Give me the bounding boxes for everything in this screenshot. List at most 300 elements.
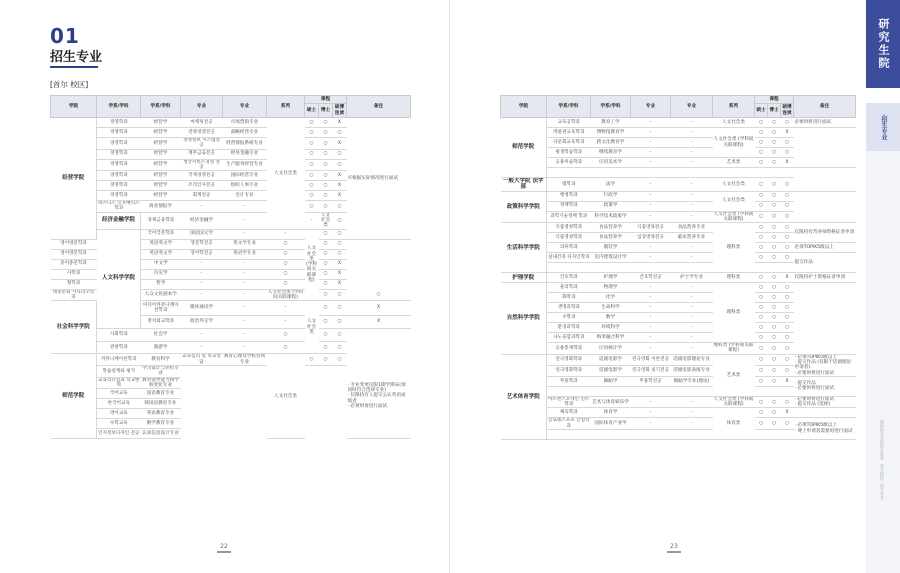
major-kr-cell: 영문학전공 [181,239,223,249]
table-row [51,341,411,354]
dept-cn-cell: 国语国文学 [181,229,223,239]
dept-kr-cell: 경영학과 [97,171,141,181]
table-row [501,418,856,430]
integrated-mark: ○ [781,233,794,243]
col-doctor: 博士 [319,104,333,118]
majors-table-left [50,95,411,439]
doctor-mark: ○ [768,138,781,148]
dept-cn-cell: 食品营养学 [591,223,631,233]
dept-cn-cell: 服装学 [591,243,631,253]
master-mark: ○ [755,376,768,386]
col-series: 系列 [267,96,305,118]
doctor-mark: ○ [319,181,333,191]
series-cell: 理科类 [713,283,755,343]
doctor-mark: ○ [319,159,333,171]
doctor-mark: ○ [333,301,347,316]
side-tab-main[interactable]: 研究生院 [866,0,900,88]
integrated-mark: ○ [781,283,794,293]
dept-cn-cell: 经营学 [141,191,181,201]
major-kr-cell: 전략경영전공 [181,128,223,138]
doctor-mark: ○ [319,259,333,269]
page-number-bar [217,551,231,553]
doctor-mark: ○ [768,365,781,376]
integrated-mark: ○ [781,343,794,355]
dept-cn-cell: 物理学 [591,283,631,293]
master-mark: ○ [755,408,768,418]
dept-kr-cell [547,430,591,440]
major-kr-cell: - [631,148,671,158]
dept-cn-cell: 经济金融学 [181,212,223,229]
dept-cn-cell: 政策学 [591,201,631,211]
major-cn-cell: 食品营养专业 [671,223,713,233]
series-cell: 人文社会类 [713,118,755,128]
integrated-mark [781,430,794,440]
dept-kr-cell: 대중문화 시나리오학과 [51,289,97,301]
master-mark: ○ [755,343,768,355]
doctor-mark: ○ [768,313,781,323]
integrated-mark: X [781,128,794,138]
major-kr-cell: 재무금융전공 [181,149,223,159]
integrated-mark: ○ [333,159,347,171]
major-cn-cell: 韩国语教育专业 [141,399,181,409]
note-cell: · 提交作品 · 必要时将进行面试 [794,376,856,396]
dept-cn-cell: 经营学 [141,159,181,171]
major-kr-cell: - [181,201,223,213]
dept-kr-cell: 사학과 [51,269,97,279]
master-mark [755,263,768,273]
campus-label: [首尔 校区] [50,80,89,89]
major-cn-cell: - [671,158,713,168]
dept-cn-cell [591,430,631,440]
integrated-mark: X [333,171,347,181]
integrated-mark: ○ [333,328,347,341]
major-cn-cell: 英文学专业 [223,239,267,249]
doctor-mark: ○ [333,289,347,301]
major-cn-cell: - [671,243,713,253]
major-cn-cell: - [671,418,713,430]
master-mark: ○ [319,315,333,328]
major-cn-cell: - [671,323,713,333]
dept-cn-cell: 商业情报学 [141,201,181,213]
major-kr-cell: - [631,303,671,313]
major-cn-cell: 战略经营专业 [223,128,267,138]
major-cn-cell: 话剧电影理论专业 [671,354,713,365]
master-mark: ○ [755,293,768,303]
dept-cn-cell: 体育学 [591,408,631,418]
dept-kr-cell: 경영학과 [97,159,141,171]
dept-cn-cell: 经营学 [141,118,181,128]
doctor-mark: ○ [319,249,333,259]
dept-cn-cell: 哲学 [141,279,181,289]
integrated-mark: X [781,376,794,386]
page-number-text: 22 [220,543,228,550]
doctor-mark: ○ [768,418,781,430]
dept-kr-cell: 박물관교육학과 [547,128,591,138]
doctor-mark: ○ [768,273,781,283]
integrated-mark: X [333,191,347,201]
major-kr-cell: - [181,289,223,301]
major-cn-cell [671,263,713,273]
major-kr-cell [631,263,671,273]
major-kr-cell: - [631,396,671,408]
series-cell: 人文社会类 [305,301,319,354]
master-mark: ○ [305,149,319,159]
dept-cn-cell: 媒体通讯学 [181,301,223,316]
doctor-mark: ○ [768,223,781,233]
major-cn-cell: - [671,333,713,343]
dept-kr-cell [547,168,591,178]
college-cell: 护理学院 [501,273,547,283]
major-kr-cell: - [631,408,671,418]
note-cell: · 专业变更仅限1期学期末(须同时符合选择专业) · 仅限持有人提交公认英语成绩者 · 必须时再进行面试 [347,354,411,439]
major-kr-cell: - [181,279,223,289]
master-mark: ○ [755,323,768,333]
major-kr-cell: 회계전공 [181,191,223,201]
table-header [501,96,856,118]
integrated-mark [781,168,794,178]
integrated-mark: ○ [781,293,794,303]
dept-kr-cell: 아트앤스포테인 먼트학과 [548,396,590,408]
col-dept-kr: 学系/学科 [547,96,591,118]
doctor-mark: ○ [319,191,333,201]
master-mark: ○ [305,118,319,128]
master-mark: ○ [755,233,768,243]
dept-cn-cell: 护理学 [591,273,631,283]
major-cn-cell: - [671,408,713,418]
major-kr-cell: - [631,323,671,333]
dept-cn-cell [591,168,631,178]
major-kr-cell: - [631,158,671,168]
master-mark: ○ [755,273,768,283]
dept-cn-cell: 经营学 [141,138,181,150]
dept-kr-cell: 미디어커뮤니케이션학과 [141,301,181,316]
dept-cn-cell: 环境科学 [591,323,631,333]
major-kr-cell: 영어학전공 [181,249,223,259]
major-cn-cell: - [223,269,267,279]
dept-cn-cell: 博物馆教育学 [591,128,631,138]
dept-cn-cell: 生命科学 [591,303,631,313]
major-cn-cell [671,168,713,178]
doctor-mark: ○ [768,283,781,293]
dept-kr-cell [547,263,591,273]
major-cn-cell: 认知信息设计专业 [141,429,181,439]
note-cell: 仅限持有营养师资格证者申请 [794,223,856,243]
master-mark: ○ [755,253,768,263]
dept-cn-cell: 行政学 [591,191,631,201]
doctor-mark: ○ [319,138,333,150]
dept-cn-cell: 英语英文学 [141,239,181,249]
master-mark [755,168,768,178]
master-mark [755,386,768,396]
dept-kr-cell: 경영학과 [97,149,141,159]
col-college: 学院 [51,96,97,118]
dept-kr-cell: 수학과 [547,313,591,323]
major-cn-cell: - [671,343,713,355]
series-cell: 人文社会类 [319,212,333,229]
dept-cn-cell: 纳米融合科学 [591,333,631,343]
major-cn-cell: - [223,279,267,289]
doctor-mark: ○ [768,354,781,365]
master-mark: ○ [305,159,319,171]
doctor-mark: ○ [768,128,781,138]
col-course: 课程 [755,96,794,104]
master-mark: ○ [755,118,768,128]
major-cn-cell: 话剧电影表演专业 [671,365,713,376]
table-row [501,191,856,201]
spread-divider [449,0,450,573]
integrated-mark: X [347,315,411,328]
note-cell: 可根据实际情况进行面试 [347,118,411,240]
college-cell: 一般大学院 法学部 [501,178,547,192]
major-kr-cell: 마케팅전공 [181,118,223,128]
major-kr-cell: - [631,243,671,253]
major-kr-cell: - [181,328,223,341]
major-kr-cell: - [631,293,671,303]
major-kr-cell: 무용학전공 [631,376,671,386]
major-kr-cell: - [631,201,671,211]
series-cell: 人文社会类 [713,191,755,211]
integrated-mark: ○ [781,178,794,192]
series-cell: 人文社会类 (学科间关联课程) [713,128,755,158]
integrated-mark: X [347,301,411,316]
major-cn-cell: - [267,315,305,328]
major-kr-cell: - [631,128,671,138]
doctor-mark: ○ [768,243,781,253]
master-mark: ○ [267,269,305,279]
major-cn-cell: 英语教育专业 [141,409,181,419]
master-mark: ○ [305,201,319,213]
dept-cn-cell: 大众文化剧本学 [141,289,181,301]
doctor-mark: ○ [319,341,333,354]
integrated-mark: ○ [781,396,794,408]
page-number-right [659,543,689,553]
side-tab-sub[interactable]: ·招生专业 [866,103,900,151]
note-cell [794,283,856,355]
integrated-mark: X [781,158,794,168]
college-cell: 师范学院 [501,118,547,178]
col-major-kr: 专业 [631,96,671,118]
dept-cn-cell [591,263,631,273]
table-body [51,118,411,439]
integrated-mark: ○ [781,303,794,313]
dept-cn-cell: 法学 [591,178,631,192]
master-mark: ○ [755,396,768,408]
major-cn-cell: - [671,178,713,192]
major-cn-cell: - [671,313,713,323]
major-kr-cell: - [181,341,223,354]
dept-cn-cell: 室内建筑设计学 [591,253,631,263]
dept-kr-cell: 화학과 [547,293,591,303]
major-kr-cell: - [223,212,267,229]
major-cn-cell: - [223,289,267,301]
major-kr-cell: - [631,283,671,293]
dept-kr-cell: 글로벌스포츠 산업학과 [548,418,590,429]
major-kr-cell: - [631,313,671,323]
dept-kr-cell: 국어국문학과 [141,229,181,239]
doctor-mark: ○ [319,128,333,138]
dept-kr-cell: 영어영문학과 [51,249,97,259]
major-kr-cell: 임상영양전공 [631,233,671,243]
dept-cn-cell: 话剧电影学 [591,354,631,365]
master-mark: ○ [755,178,768,192]
dept-cn-cell: 科学技术政策学 [591,211,631,223]
major-cn-cell: 数学教育专业 [141,419,181,429]
major-cn-cell: - [671,211,713,223]
col-course: 课程 [305,96,347,104]
note-cell: 必要时将进行面试 [794,118,856,128]
side-vertical-text: 国际研究生院招生简章 · 首尔校区 · 招生专业 [880,420,885,500]
master-mark: ○ [267,279,305,289]
major-kr-cell: - [631,211,671,223]
dept-cn-cell: 国际体育产业学 [591,418,631,430]
major-cn-cell: - [671,148,713,158]
dept-kr-cell: 경영학과 [97,118,141,128]
dept-kr-cell: 정치외교학과 [141,315,181,328]
master-mark: ○ [755,158,768,168]
integrated-mark: ○ [781,333,794,343]
dept-cn-cell: 英语英文学 [141,249,181,259]
master-mark: ○ [267,249,305,259]
table-row [501,178,856,192]
dept-kr-cell: 평생학습학과 [547,148,591,158]
major-cn-cell: 财务金融专业 [223,149,267,159]
college-cell: 艺术体育学院 [501,354,547,439]
major-cn-cell: - [267,301,305,316]
major-cn-cell: 舞蹈学专业(理论) [671,376,713,386]
dept-kr-cell: 영어영문학과 [51,239,97,249]
table-row [501,118,856,128]
doctor-mark: ○ [319,118,333,128]
major-cn-cell: 组织人事专业 [223,181,267,191]
page-number-text: 23 [670,543,678,550]
table-row [51,354,411,366]
col-integrated: 硕博连读 [782,105,792,116]
doctor-mark [768,386,781,396]
major-cn-cell: 教育领导能力和学校变化专业 [142,377,179,388]
series-cell: 人文社会类 [267,118,305,230]
integrated-mark: ○ [781,253,794,263]
major-kr-cell: 국어교육 [97,389,141,399]
col-dept-cn: 学系/学科 [141,96,181,118]
integrated-mark: ○ [781,243,794,253]
doctor-mark: ○ [768,408,781,418]
integrated-mark: X [333,138,347,150]
col-note: 备注 [794,96,856,118]
table-row [501,168,856,178]
major-cn-cell: - [267,229,305,239]
doctor-mark: ○ [768,201,781,211]
major-cn-cell: 教育心理及学校咨询专业 [223,354,266,365]
dept-cn-cell: 经营学 [141,181,181,191]
integrated-mark: X [333,181,347,191]
integrated-mark: ○ [347,289,411,301]
col-major-cn: 专业 [223,96,267,118]
table-body [501,118,856,440]
major-kr-cell: 식품영양전공 [631,223,671,233]
master-mark: ○ [755,128,768,138]
integrated-mark [781,386,794,396]
dept-cn-cell: 经营学 [141,128,181,138]
dept-cn-cell: 舞蹈学 [591,376,631,386]
master-mark: ○ [305,354,319,366]
major-cn-cell: 市场营销专业 [223,118,267,128]
note-cell: · 必要时将进行面试 · 提交作品 (选择) [794,396,856,408]
doctor-mark: ○ [768,323,781,333]
major-kr-cell [631,168,671,178]
doctor-mark: ○ [319,328,333,341]
major-cn-cell: - [671,128,713,138]
master-mark: ○ [755,303,768,313]
section-number: 01 [50,24,80,48]
major-kr-cell: 학습설계와 평가 [97,365,141,377]
col-major-kr: 专业 [181,96,223,118]
series-cell: 人文社会类 (学科间关联课程) [305,229,319,301]
major-kr-cell: 수학교육 [97,419,141,429]
integrated-mark: X [333,259,347,269]
major-cn-cell: - [305,212,319,229]
dept-kr-cell: 중어중문학과 [51,259,97,269]
dept-cn-cell: 话剧电影学 [591,365,631,376]
section-title: 招生专业 [50,50,103,65]
major-kr-cell: - [181,259,223,269]
dept-kr-cell: 정책학과 [547,201,591,211]
dept-kr-cell: 행정학과 [547,191,591,201]
table-row [51,328,411,341]
major-cn-cell [671,386,713,396]
doctor-mark: ○ [319,171,333,181]
master-mark: ○ [319,229,333,239]
major-kr-cell: - [631,253,671,263]
doctor-mark: ○ [768,343,781,355]
master-mark: ○ [755,138,768,148]
major-kr-cell: 한국어교육 [97,399,141,409]
doctor-mark: ○ [768,233,781,243]
master-mark: ○ [755,418,768,430]
master-mark: ○ [333,212,347,229]
doctor-mark: ○ [768,376,781,386]
col-integrated: 硕博连读 [333,104,347,118]
major-kr-cell: 간호학전공 [631,273,671,283]
major-kr-cell: - [223,229,267,239]
doctor-mark [768,263,781,273]
dept-cn-cell: 社会学 [141,328,181,341]
master-mark: ○ [319,301,333,316]
doctor-mark: ○ [768,333,781,343]
series-cell: 体育类 [713,408,755,440]
dept-cn-cell: 化学 [591,293,631,303]
doctor-mark: ○ [768,158,781,168]
college-cell: 政策科学学院 [501,191,547,223]
page-number-bar [667,551,681,553]
integrated-mark: ○ [781,323,794,333]
major-kr-cell: 조직인사전공 [181,181,223,191]
integrated-mark: ○ [781,418,794,430]
table-row [501,283,856,293]
master-mark: ○ [755,211,768,223]
integrated-mark: ○ [781,201,794,211]
dept-kr-cell: 무용학과 [547,376,591,386]
major-kr-cell: 교육리더십과 학교변혁 [98,377,140,388]
integrated-mark: ○ [781,118,794,128]
dept-cn-cell [591,386,631,396]
dept-kr-cell: 경영학과 [97,181,141,191]
col-dept-cn: 学系/学科 [591,96,631,118]
college-cell: 师范学院 [51,354,97,439]
integrated-mark: ○ [781,211,794,223]
integrated-mark: ○ [333,239,347,249]
col-major-cn: 专业 [671,96,713,118]
integrated-mark: X [333,118,347,128]
